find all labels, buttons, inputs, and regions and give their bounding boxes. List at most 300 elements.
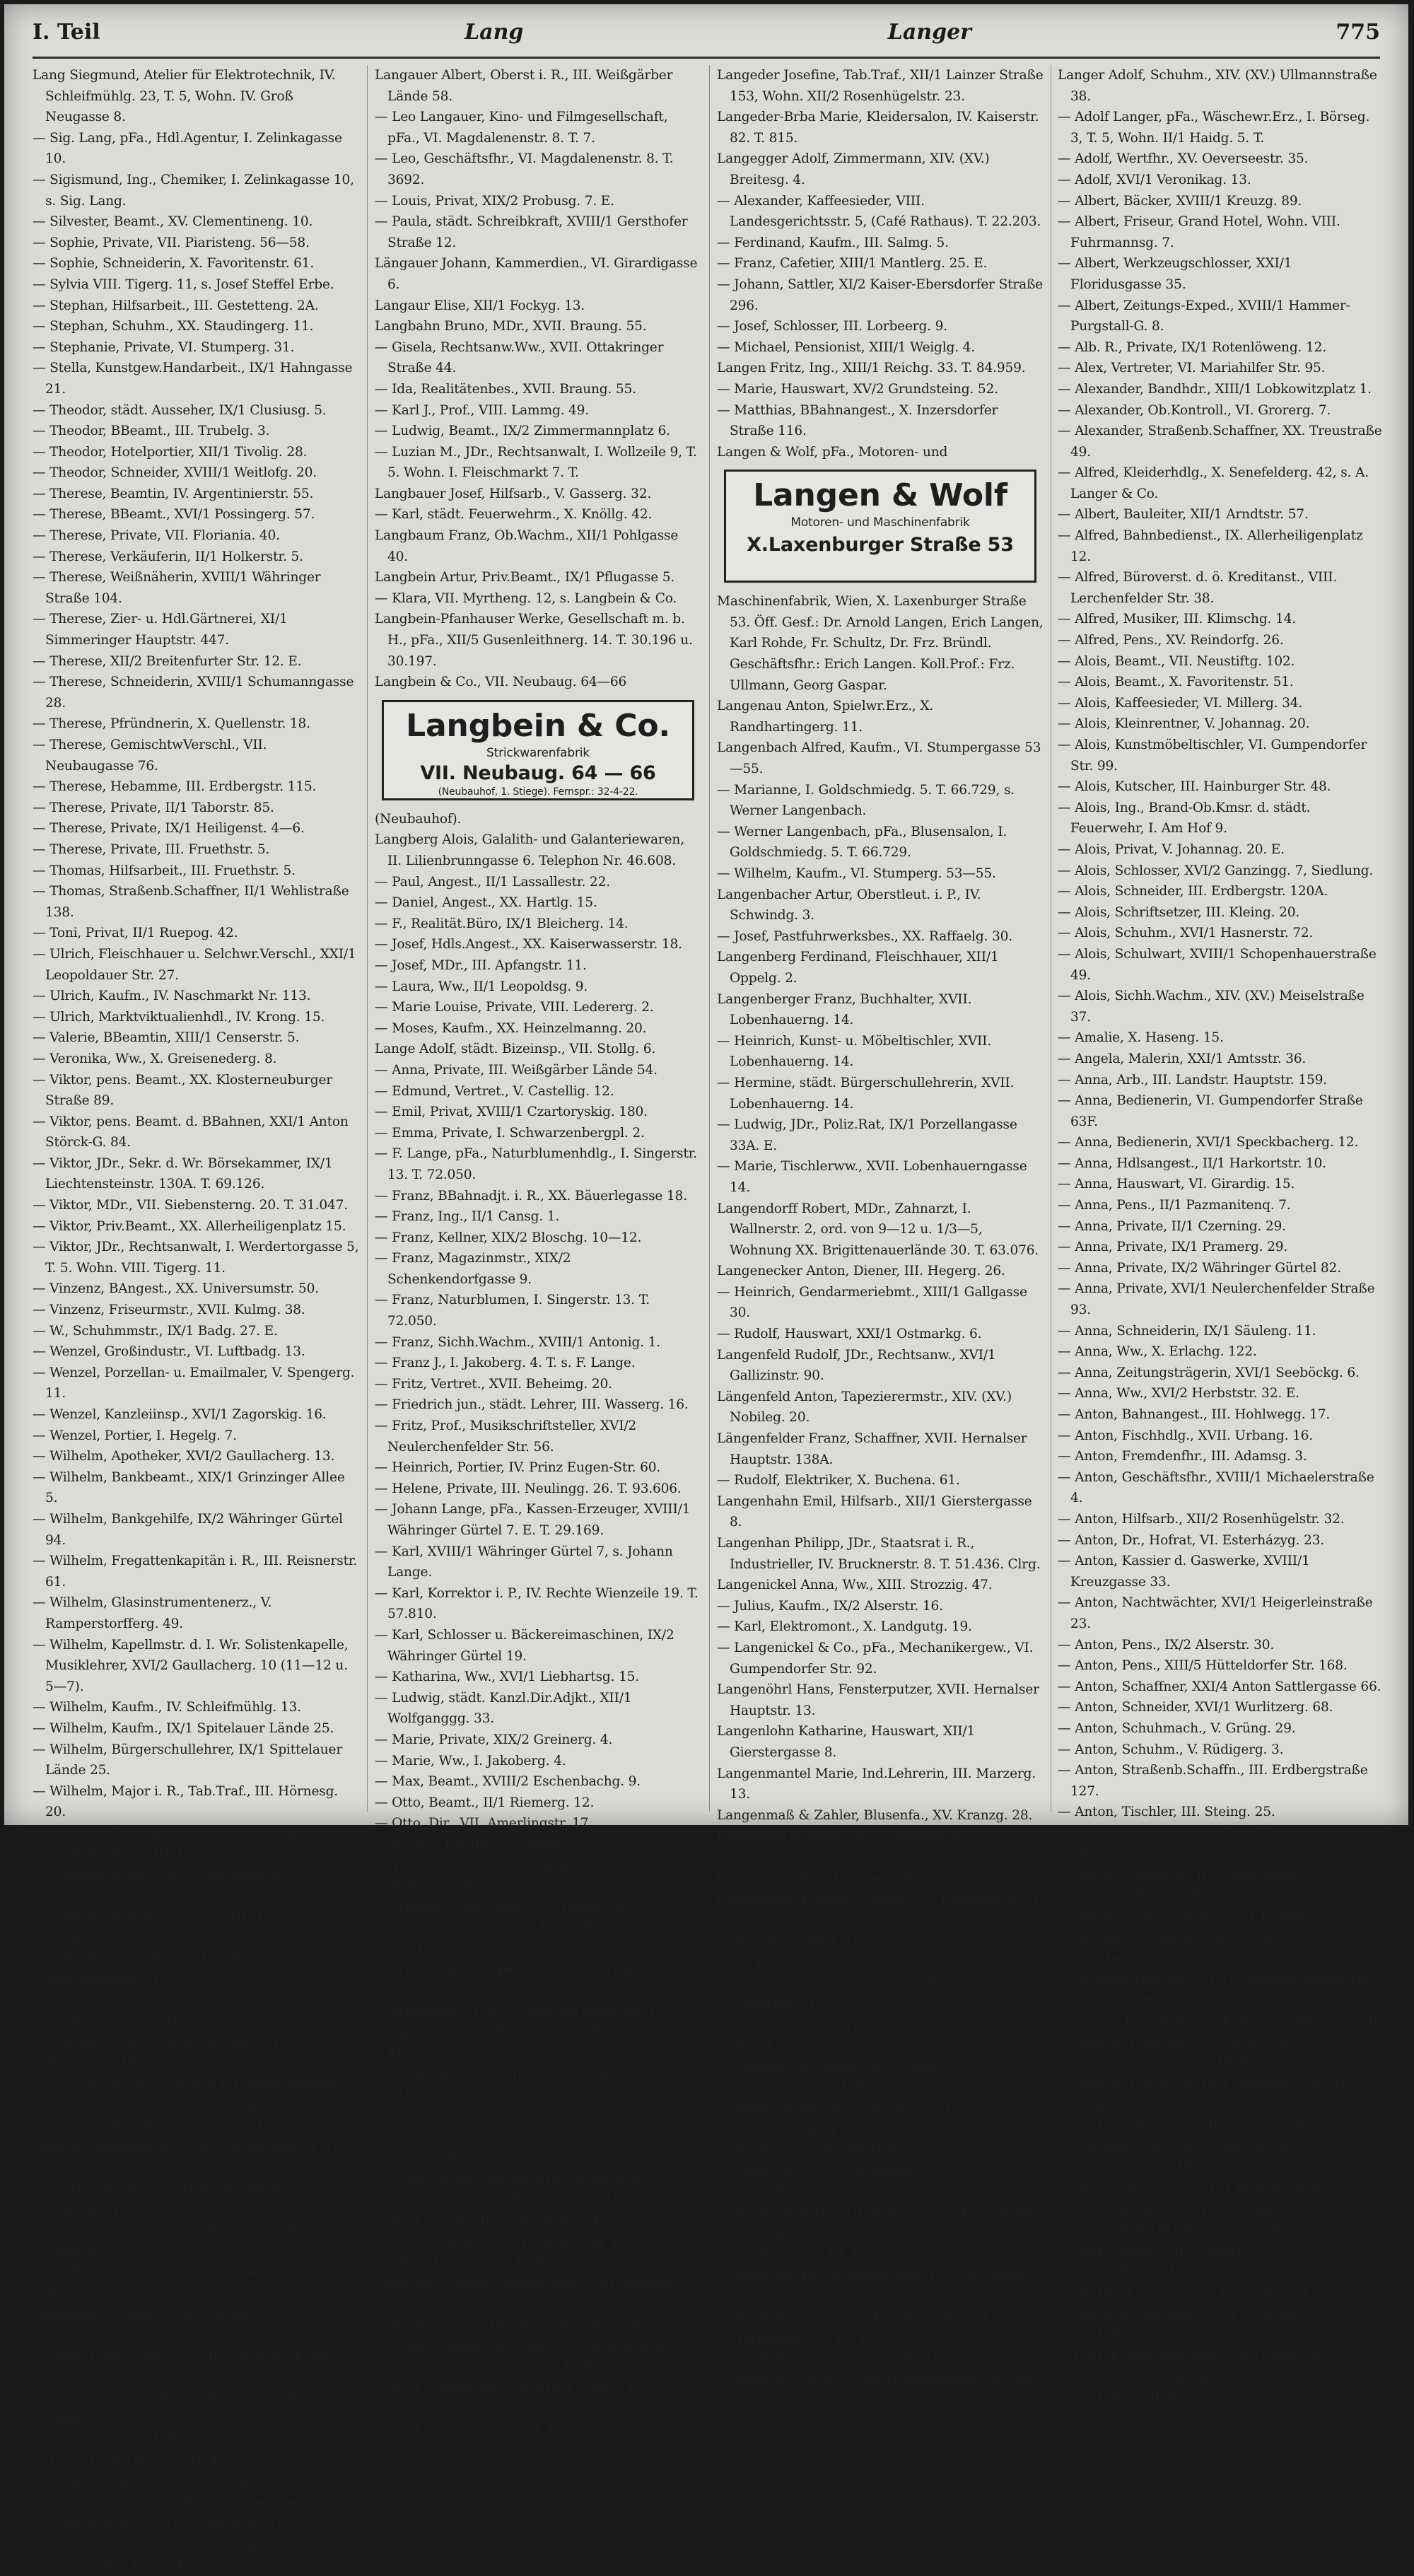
column-2 bbox=[375, 65, 701, 2438]
directory-entry: — E., Rechn.Rat, VII. Neustiftg. 36—36A. bbox=[375, 2318, 646, 2333]
directory-entry: — Albert, Zeitungs-Exped., XVIII/1 Hammer-Purgstall-G. 8. bbox=[1058, 298, 1350, 334]
directory-entry: — Karl, Trafik, III. Kardinal Nagl-Platz 7. bbox=[375, 2213, 643, 2229]
directory-entry: — Johann, Sattler, XI/2 Kaiser-Ebersdorfer Straße 296. bbox=[717, 276, 1043, 313]
directory-entry: — Adolf, Wertfhr., XV. Oeverseestr. 35. bbox=[1058, 151, 1309, 167]
directory-entry: — Alois, Schriftsetzer, III. Kleing. 20. bbox=[1058, 904, 1300, 920]
directory-entry: Langaur Elise, XII/1 Fockyg. 13. bbox=[375, 298, 585, 313]
directory-entry: — Berthold, III. Landstr. Hauptstr. 141. bbox=[1058, 2285, 1314, 2301]
directory-entry: Langeder-Brba Marie, Kleidersalon, IV. Kaiserstr. 82. T. 815. bbox=[717, 110, 1039, 146]
directory-entry: — Helene, Private, III. Neulingg. 26. T. 93.606. bbox=[375, 1481, 682, 1496]
directory-entry: — Johann, Ger.Ob.Offzl., II/1 Ratfaktg. 47. bbox=[375, 2360, 650, 2375]
directory-entry: — Josef, Bank-Ob.Insp., IV. Kennong. 22. bbox=[33, 2453, 297, 2469]
directory-entry: — Wilhelm, Pens., III. Reisnerstr. 61. bbox=[33, 1846, 273, 1862]
directory-entry: — Otto, Beamt., II/1 Riemerg. 12. bbox=[375, 1795, 595, 1810]
directory-entry: — Anna, Arb., III. Landstr. Hauptstr. 159. bbox=[1058, 1072, 1327, 1088]
directory-entry: — Anton, Fremdenfhr., III. Adamsg. 3. bbox=[1058, 1449, 1307, 1464]
directory-entry: Langendorff Robert, MDr., Zahnarzt, I. Wallnerstr. 2, ord. von 9—12 u. 1/3—5, Wohnung XX. Brigittenauerlände 30. T. 63.076. bbox=[717, 1201, 1039, 1258]
directory-entry: Lang-Donath Hedwig, MDr., Assistentin, a. d. Poliklinik, IX/2 Alserstr. 24 (3—4). T. 24.669. bbox=[33, 2181, 335, 2217]
directory-entry: — Alois, Schulwart, XVIII/1 Schopenhauerstraße 49. bbox=[1058, 946, 1377, 983]
directory-entry: — Franz, Cafetier, XIII/1 Mantlerg. 25. E. bbox=[717, 256, 988, 272]
directory-entry: — Veronika, Ww., X. Greisenederg. 8. bbox=[33, 1051, 277, 1066]
directory-entry: — Berta, Ww., II/1 Novarag. 36A. bbox=[1058, 2265, 1275, 2280]
directory-entry: — Wilhelm, Kaufm., IV. Schleifmühlg. 13. bbox=[33, 1700, 301, 1715]
directory-entry: — Franz, Naturblumen, I. Singerstr. 13. T. 72.050. bbox=[375, 1293, 650, 1329]
directory-entry: — Arnold, Vertr., III. Streicherg. 5. Clrg. bbox=[1058, 1993, 1321, 2008]
directory-entry: Lang & Grazenberger, pFa., Buchdruckerei, VI. Schmalzhofg. 39. T. 2300. bbox=[33, 2139, 342, 2176]
directory-entry: — Franz, Hdl.Angest., V. Pilgramg. 15. bbox=[33, 2537, 284, 2553]
directory-entry: — Wenzel, Kanzleiinsp., XVI/1 Zagorskig. 16. bbox=[33, 1407, 327, 1422]
directory-entry: — Theodor, Hotelportier, XII/1 Tivolig. 28. bbox=[33, 444, 308, 460]
directory-entry: — Therese, Beamtin, IV. Argentinierstr. 55. bbox=[33, 486, 314, 501]
directory-entry: — Michael, Pensionist, XIII/1 Weiglg. 4. bbox=[717, 339, 975, 355]
directory-entry: — Ulrich, Kaufm., IV. Naschmarkt Nr. 113. bbox=[33, 989, 311, 1004]
directory-entry: — Adolf, XVI/1 Veronikag. 13. bbox=[1058, 172, 1251, 187]
directory-entry: — Stephan, Schuhm., XX. Staudingerg. 11. bbox=[33, 319, 314, 334]
directory-entry: Langen & Wolf, pFa., Motoren- und bbox=[717, 444, 948, 460]
directory-entry: — F., Realität.Büro, IX/1 Bleicherg. 14. bbox=[375, 916, 629, 931]
directory-entry: — Berta, Beamtin, VIII. Laudong. 7. bbox=[1058, 2202, 1292, 2217]
directory-entry: — Ulrich, Marktviktualienhdl., IV. Krong. 15. bbox=[33, 1009, 325, 1025]
directory-entry: — Louis, Privat, XIX/2 Probusg. 7. E. bbox=[375, 193, 614, 209]
directory-entry: — Anna, Private, II/1 Czerning. 29. bbox=[1058, 1218, 1286, 1234]
directory-entry: — Fritz, Vertret., XVII. Beheimg. 20. bbox=[375, 1376, 612, 1392]
directory-entry: — Anton, Pens., IX/2 Alserstr. 30. bbox=[1058, 1637, 1275, 1653]
section-label: I. Teil bbox=[33, 20, 100, 45]
directory-entry: — Anton, Pens., XIII/5 Hütteldorfer Str. 168. bbox=[1058, 1658, 1348, 1674]
directory-entry: — Ferdinand, Kaufm., III. Salmg. 5. bbox=[717, 235, 949, 250]
directory-entry: — Adolf, Dir., VIII. Fuhrmannsg. 2. bbox=[717, 2163, 944, 2179]
directory-entry: — Langenickel & Co., pFa., Mechanikergew., VI. Gumpendorfer Str. 92. bbox=[717, 1640, 1034, 1677]
directory-entry: — Adele, Pens., VIII. Pfeilg. 53. bbox=[717, 2080, 921, 2095]
directory-entry: — Karl, städt. Lehrer, XII/1 Altmanng. 25. bbox=[375, 2401, 648, 2417]
directory-entry: — Wilhelm, Private, XVII. Seitenbergg. 78. bbox=[33, 1867, 312, 1883]
directory-entry: — Mizi, Hilfsarbtrin., II. Bandg. 12. bbox=[375, 2255, 606, 2271]
directory-entry: — Ulrich, Fleischhauer u. Selchwr.Verschl., XXI/1 Leopoldauer Str. 27. bbox=[33, 946, 356, 983]
directory-entry: — Josef, Schlosser, XIX/1 Iglaseeg. 10. bbox=[375, 2193, 625, 2208]
directory-entry: — Wilhelm, Kaufm., IX/1 Spitelauer Lände 25. bbox=[33, 1720, 334, 1736]
directory-entry: — Laura, Ww., II/1 Leopoldsg. 9. bbox=[375, 979, 588, 994]
directory-entry: — Josef, Metallschleifer, XIII. Linzerberg. 5. bbox=[375, 2172, 661, 2187]
directory-entry: — Klara, VII. Myrtheng. 12, s. Langbein & Co. bbox=[375, 590, 677, 606]
directory-entry: Langenau Anton, Spielwr.Erz., X. Randhartingerg. 11. bbox=[717, 699, 934, 735]
directory-entry: Langauer Albert, Oberst i. R., III. Weißgärber Lände 58. bbox=[375, 68, 673, 104]
directory-entry: — Josef, Pastfuhrwerksbes., XX. Raffaelg. 30. bbox=[717, 928, 1012, 944]
directory-entry: — Valerie, BBeamtin, XIII/1 Censerstr. 5. bbox=[33, 1030, 300, 1046]
directory-entry: — Viktor, JDr., Rechtsanwalt, I. Werdertorgasse 5, T. 5. Wohn. VIII. Tigerg. 11. bbox=[33, 1240, 359, 1276]
directory-entry: — Edmund, Vertret., V. Castellig. 12. bbox=[375, 1083, 614, 1099]
directory-entry: — Wilhelmine, Private, XIX/2 Geigering. 4. bbox=[33, 1993, 312, 2008]
directory-entry: — Vinzenz, Friseurmstr., XVII. Kulmg. 38. bbox=[33, 1302, 305, 1318]
directory-entry: — Franz J., I. Jakoberg. 4. T. s. F. Lange. bbox=[375, 1356, 636, 1371]
directory-entry: — Katharina, Ww., XVI/1 Liebhartsg. 15. bbox=[375, 1669, 639, 1685]
directory-entry: — Hans Gerhard, Straßenb.Beamt., III. Walterg. 3. bbox=[375, 2088, 690, 2124]
directory-entry: — Wilhelm, Glasinstrumentenerz., V. Ramperstorfferg. 49. bbox=[33, 1595, 272, 1631]
directory-entry: — Therese, Ww., XX. Raffaelg. 28. bbox=[375, 1858, 597, 1873]
advertisement-langen-wolf bbox=[724, 470, 1036, 583]
directory-entry: — Johann Lange, pFa., Kassen-Erzeuger, XVIII/1 Währinger Gürtel 7. E. T. 29.169. bbox=[375, 1502, 691, 1538]
directory-entry: — Sophie, Schneiderin, X. Favoritenstr. 61. bbox=[33, 256, 315, 272]
directory-entry: — Anton, Kassier d. Gaswerke, XVIII/1 Kreuzgasse 33. bbox=[1058, 1554, 1310, 1590]
directory-entry: — Heinrich, Gendarmeriebmt., XIII/1 Gallgasse 30. bbox=[717, 1284, 1027, 1321]
directory-entry: — Albert, Bäcker, XVIII/1 Kreuzg. 89. bbox=[1058, 193, 1302, 209]
directory-entry: — Adolf, Fabriksarb., XXI/1 Aufeldstr. 168. bbox=[717, 2184, 995, 2200]
directory-entry: Langenmaß & Zahler, Blusenfa., XV. Kranzg. 28. bbox=[717, 1807, 1033, 1823]
directory-entry: — Karl, Zuckerbäcker, III. Bandg. 36. bbox=[375, 2423, 619, 2438]
directory-entry: — Gisela, Rechtsanw.Ww., XVII. Ottakringer Straße 44. bbox=[375, 339, 664, 376]
directory-entry: — Adolf, Ravonsinsp., XXI/1 Donaufelder Straße 246. bbox=[717, 2372, 1032, 2409]
directory-entry: Langbaum Franz, Ob.Wachm., XII/1 Pohlgasse 40. bbox=[375, 528, 679, 564]
directory-entry: — Stephanie, Private, VI. Stumperg. 31. bbox=[33, 339, 295, 355]
directory-entry: — Anna, Zeitungsträgerin, XVI/1 Seeböckg. 6. bbox=[1058, 1365, 1360, 1380]
directory-entry: — Marie, Hauswart, XV/2 Grundsteing. 52. bbox=[717, 381, 998, 397]
directory-entry: Langenberg Ferdinand, Fleischhauer, XII/1 Oppelg. 2. bbox=[717, 950, 999, 986]
directory-entry: — Antonie, Pfründnerin, XXI/1 Hopfeng. 4. bbox=[1058, 1909, 1338, 1925]
directory-entry: — Marianne, I. Goldschmiedg. 5. T. 66.729, s. Werner Langenbach. bbox=[717, 782, 1015, 819]
page-number: 775 bbox=[1336, 20, 1380, 45]
directory-entry: Langaschek Augustin, Pfarrer in Jedlesee, Religion-Insp., XXI/1 Lorettoplatz 1. bbox=[33, 2495, 308, 2531]
directory-entry: — Albert, Werkzeugschlosser, XXI/1 Floridusgasse 35. bbox=[1058, 256, 1292, 292]
directory-entry: — Wilhelm, Private, VIII. Roter Hof 12. E. T. 28.217. Clrg. bbox=[375, 1921, 662, 1957]
directory-entry: — Alfred, Pens., XV. Reindorfg. 26. bbox=[1058, 633, 1284, 648]
ad-title: Langbein & Co. bbox=[406, 707, 670, 744]
directory-entry: — Luzian M., JDr., Rechtsanwalt, I. Wollzeile 9, T. 5. Wohn. I. Fleischmarkt 7. T. bbox=[375, 444, 697, 481]
directory-entry: Langenecker Anton, Diener, III. Hegerg. 26. bbox=[717, 1264, 1005, 1279]
directory-entry: — Alois, Sichh.Wachm., XIV. (XV.) Meiselstraße 37. bbox=[1058, 989, 1365, 1025]
directory-entry: Langenlohn Katharine, Hauswart, XII/1 Gierstergasse 8. bbox=[717, 1724, 976, 1760]
directory-entry: — Emma, Private, I. Schwarzenbergpl. 2. bbox=[375, 1125, 645, 1141]
column-1 bbox=[33, 65, 359, 2573]
directory-entry: — Stella, Kunstgew.Handarbeit., IX/1 Hahngasse 21. bbox=[33, 361, 353, 397]
directory-entry: — Max, Beamt., XVIII/2 Eschenbachg. 9. bbox=[375, 1774, 641, 1790]
directory-entry: — Anton, Schuhmach., V. Grüng. 29. bbox=[1058, 1720, 1296, 1736]
directory-entry: — Berta, Private, II/1 Nestroy. 8. bbox=[1058, 2244, 1271, 2259]
directory-entry: — Lina, Hauswart, XI/1 Canalettog. 16. bbox=[375, 2234, 632, 2250]
column-divider bbox=[709, 65, 710, 1812]
directory-entry: — Anton, Schuhm., V. Rüdigerg. 3. bbox=[1058, 1742, 1284, 1757]
directory-entry: Langberg Alois, Galalith- und Galanteriewaren, II. Lilienbrunngasse 6. Telephon Nr. 46.608. bbox=[375, 832, 684, 868]
directory-entry: — Viktor, JDr., Sekr. d. Wr. Börsekammer, IX/1 Liechtensteinstr. 130A. T. 69.126. bbox=[33, 1155, 333, 1192]
ad-address: X.Laxenburger Straße 53 bbox=[747, 534, 1014, 556]
directory-entry: — Theodor, BBeamt., III. Trubelg. 3. bbox=[33, 424, 270, 439]
directory-entry: — Therese, Private, II/1 Taborstr. 85. bbox=[33, 800, 274, 815]
directory-entry: — Anna, Hauswart, VI. Girardig. 15. bbox=[1058, 1177, 1295, 1192]
directory-entry: Langer A., Hausbesitzer, XIV. (XV.) Braunhirscheng. 21. E. bbox=[717, 1912, 942, 1949]
directory-entry: — Anna, Private, IX/1 Pramerg. 29. bbox=[1058, 1240, 1288, 1255]
directory-entry: Langbein Artur, Priv.Beamt., IX/1 Pflugasse 5. bbox=[375, 570, 675, 585]
directory-entry: Langbahn Bruno, MDr., XVII. Braung. 55. bbox=[375, 319, 647, 334]
column-4 bbox=[1058, 65, 1384, 2406]
directory-entry: — Anna, Bedienerin, VI. Gumpendorfer Straße 63F. bbox=[1058, 1093, 1363, 1129]
directory-entry: — Bernhard, JDr., III. Karmeliterg. 7. bbox=[1058, 2160, 1300, 2176]
directory-entry: Langenhan Philipp, JDr., Staatsrat i. R., Industrieller, IV. Brucknerstr. 8. T. 51.436. Clrg. bbox=[717, 1536, 1041, 1572]
directory-entry: — Ida, Realitätenbes., XVII. Braung. 55. bbox=[375, 381, 636, 397]
directory-entry: — Bernhard, Reisend., II/1 Rembrandtstr. 9. bbox=[1058, 2181, 1347, 2196]
directory-entry: Langenhahn Emil, Hilfsarb., XII/1 Gierstergasse 8. bbox=[717, 1493, 1032, 1530]
directory-entry: — Anna, Pens., II/1 Pazmanitenq. 7. bbox=[1058, 1198, 1291, 1213]
directory-entry: — Robert, Kaufm., V. Zentag. 7. bbox=[375, 1836, 581, 1852]
directory-entry: Langenberger Franz, Buchhalter, XVII. Lobenhauerng. 14. bbox=[717, 991, 972, 1028]
directory-entry: — Alb. R., Private, IX/1 Rotenlöweng. 12. bbox=[1058, 339, 1326, 355]
directory-entry: — Josef, Schlosser, III. Lorbeerg. 9. bbox=[717, 319, 947, 334]
directory-entry: — Karl, XVIII/1 Währinger Gürtel 7, s. Johann Lange. bbox=[375, 1544, 673, 1580]
directory-entry: — Marie, Private, XIX/2 Greinerg. 4. bbox=[375, 1732, 613, 1747]
directory-entry: — Therese, Private, IX/1 Heiligenst. 4—6. bbox=[33, 821, 305, 837]
directory-entry: — Alfred, Büroverst. d. ö. Kreditanst., VIII. Lerchenfelder Str. 38. bbox=[1058, 570, 1338, 606]
directory-entry: Langenfeld Rudolf, JDr., Rechtsanw., XVI/1 Gallizinstr. 90. bbox=[717, 1347, 996, 1384]
directory-entry: — Anna, Private, IX/2 Währinger Gürtel 82. bbox=[1058, 1260, 1341, 1276]
directory-entry: — Karl, Korrektor i. P., IV. Rechte Wienzeile 19. T. 57.810. bbox=[375, 1585, 699, 1622]
directory-entry: — Wilhelm, Selchwr.Verschl., XIII/1 Glasauergasse 6. bbox=[33, 1909, 264, 1945]
directory-entry: — Alfred, Kleiderhdlg., X. Senefelderg. 42, s. A. Langer & Co. bbox=[1058, 465, 1369, 501]
directory-entry: — Angela, Malerin, XXI/1 Amtsstr. 36. bbox=[1058, 1051, 1307, 1066]
directory-entry: Langeder Josefine, Tab.Traf., XII/1 Lainzer Straße 153, Wohn. XII/2 Rosenhügelstr. 23. bbox=[717, 68, 1044, 104]
directory-entry: — Franz, BBahnadjt. i. R., XX. Bäuerlegasse 18. bbox=[375, 1188, 687, 1204]
directory-entry: Lang Siegmund, Atelier für Elektrotechnik, IV. Schleifmühlg. 23, T. 5, Wohn. IV. Groß Neugasse 8. bbox=[33, 68, 336, 125]
directory-entry: — Alois, Kunstmöbeltischler, VI. Gumpendorfer Str. 99. bbox=[1058, 738, 1367, 774]
directory-entry: — Sigismund, Ing., Chemiker, I. Zelinkagasse 10, s. Sig. Lang. bbox=[33, 172, 354, 209]
directory-entry: — Therese, BBeamt., XVI/1 Possingerg. 57. bbox=[33, 507, 315, 523]
directory-entry: — Berta, Post-Ob.Offzl.Ww., XX. Wallensteinstr. 9. bbox=[1058, 2223, 1384, 2239]
directory-entry: Langenbacher Artur, Oberstleut. i. P., IV. Schwindg. 3. bbox=[717, 887, 981, 923]
directory-entry: — Silvester, Beamt., XV. Clementineng. 10. bbox=[33, 214, 313, 230]
directory-entry: — Karl J., Prof., VIII. Lammg. 49. bbox=[375, 402, 589, 418]
directory-entry: — Anton, Straßenb.Schaffn., III. Erdbergstraße 127. bbox=[1058, 1763, 1368, 1799]
directory-entry: — Toni, Privat, II/1 Ruepog. 42. bbox=[33, 926, 238, 941]
directory-entry: — Armand, Gen.Vertr., IX/1 Grünentorgasse 19A. bbox=[1058, 1972, 1379, 1988]
directory-entry: — August, Private, XVIII/1 Währinger Str. 187. bbox=[1058, 2077, 1362, 2092]
directory-entry: — Wilhelm, JDr., Min.Sekr., VIII. Lammg. 4. bbox=[33, 1825, 317, 1841]
directory-entry: — Willy, Privat, IX/1 Hahng. 6. bbox=[33, 2014, 231, 2029]
directory-entry: — Karl, städt. Feuerwehrm., X. Knöllg. 42. bbox=[375, 507, 653, 523]
directory-entry: — Hermine, städt. Bürgerschullehrerin, XVII. Lobenhauerng. 14. bbox=[717, 1075, 1015, 1112]
ad-subtitle: Motoren- und Maschinenfabrik bbox=[790, 515, 970, 530]
directory-entry: — Wilhelm, Schneider, XX. Wasnerg. 16. bbox=[33, 1888, 297, 1904]
directory-entry: — Heinrich, Portier, IV. Prinz Eugen-Str. 60. bbox=[375, 1460, 661, 1476]
directory-entry: Langenmantel Marie, Ind.Lehrerin, III. Marzerg. 13. bbox=[717, 1766, 1036, 1802]
directory-entry: — Therese, Hebamme, III. Erdbergstr. 115. bbox=[33, 779, 317, 795]
directory-entry: — Viktor, pens. Beamt. d. BBahnen, XXI/1 Anton Störck-G. 84. bbox=[33, 1114, 349, 1150]
directory-entry: — Franz, Sichh.Wachm., XVIII/1 Antonig. 1. bbox=[375, 1334, 661, 1350]
directory-entry: — Franz, Magazinmstr., XIX/2 Schenkendorfgasse 9. bbox=[375, 1251, 571, 1287]
directory-entry: — Therese, Private, VII. Floriania. 40. bbox=[33, 528, 280, 544]
directory-entry: — Alfred, Musiker, III. Klimschg. 14. bbox=[1058, 612, 1296, 627]
directory-entry: — Josef, MDr., III. Apfangstr. 11. bbox=[375, 957, 587, 973]
directory-entry: — Leo Langauer, Kino- und Filmgesellschaft, pFa., VI. Magdalenenstr. 8. T. 7. bbox=[375, 110, 668, 146]
directory-entry: — Therese, Schneiderin, XVIII/1 Schumanngasse 28. bbox=[33, 675, 354, 711]
directory-entry: — Wladimir, Ob.Revid. d. BBahnen, III. Hohlwegg. 10. bbox=[33, 2034, 288, 2071]
directory-entry: — Alois, Schlosser, XVI/2 Ganzingg. 7, Siedlung. bbox=[1058, 863, 1374, 878]
directory-entry: — Franz, Kellner, XIX/2 Bloschg. 10—12. bbox=[375, 1230, 642, 1245]
directory-entry: — Josef, Hdls.Angest., XX. Kaiserwasserstr. 18. bbox=[375, 937, 682, 952]
directory-entry: — Wenzel, Großindustr., VI. Luftbadg. 13. bbox=[33, 1344, 305, 1360]
directory-entry: — Berthold, Buchhalt., IX/1 D'Orsayg. 9. bbox=[1058, 2307, 1322, 2322]
directory-entry: — Ludwig, städt. Kanzl.Dir.Adjkt., XII/1 Wolfganggg. 33. bbox=[375, 1690, 632, 1727]
directory-entry: — Paul, Angest., II/1 Lassallestr. 22. bbox=[375, 874, 610, 890]
ad-footer: (Neubauhof, 1. Stiege). Fernspr.: 32-4-22. bbox=[438, 786, 638, 798]
directory-entry: Langenbach Alfred, Kaufm., VI. Stumpergasse 53—55. bbox=[717, 740, 1041, 777]
directory-entry: — Albert, Friseur, Grand Hotel, Wohn. VIII. Fuhrmannsg. 7. bbox=[1058, 214, 1340, 250]
directory-entry: — Alexander, Ob.Kontroll., VI. Grorerg. 7. bbox=[1058, 402, 1331, 418]
directory-entry: — Carl, Beamter, V. Blechturmg. 33. bbox=[1058, 2328, 1295, 2343]
directory-entry: Langenstein Eduard, Musiker, VI. Liniengasse 21. bbox=[717, 1892, 1044, 1907]
directory-entry: Langen Fritz, Ing., XIII/1 Reichg. 33. T. 84.959. bbox=[717, 361, 1026, 376]
directory-entry: — Wilhelmine, Priv., V. Schönbrunner Str. 60. bbox=[375, 2004, 671, 2020]
directory-entry: Lange Adolf, städt. Bizeinsp., VII. Stollg. 6. bbox=[375, 1042, 656, 1057]
directory-entry: — Adolf Langer, pFa., Wäschewr.Erz., I. Börseg. 3, T. 5, Wohn. II/1 Haidg. 5. T. bbox=[1058, 110, 1370, 146]
directory-entry: (Neubauhof). bbox=[375, 811, 462, 827]
directory-entry: — Anna, Ww., X. Erlachg. 122. bbox=[1058, 1344, 1257, 1360]
directory-entry: — Karl, Prof. i. P., VII. Kaiserstr. 5. bbox=[33, 2558, 257, 2573]
directory-entry: — Carl, Ing., III. Reisnerstr. 7. bbox=[1058, 2390, 1255, 2406]
directory-entry: — Wenzel, Portier, I. Hegelg. 7. bbox=[33, 1428, 237, 1443]
directory-entry: — Thomas, Hilfsarbeit., III. Fruethstr. 5. bbox=[33, 863, 296, 878]
directory-entry: — Therese, Weißnäherin, XVIII/1 Währinger Straße 104. bbox=[33, 570, 321, 606]
directory-entry: — Therese, Private, III. Fruethstr. 5. bbox=[33, 841, 270, 857]
directory-entry: — August, Priv.Beamt., II/1 Flurschützstr. 7. bbox=[1058, 2056, 1345, 2071]
directory-entry: Langenickel Anna, Ww., XIII. Strozzig. 47. bbox=[717, 1578, 993, 1593]
directory-entry: Langenöhrl Hans, Fensterputzer, XVII. Hernalser Hauptstr. 13. bbox=[717, 1682, 1039, 1718]
directory-entry: — Karl, Elektromont., X. Landgutg. 19. bbox=[717, 1619, 972, 1635]
directory-entry: — Adolf, Drechsler, XVI/1 Kirchstetterngasse 17. bbox=[717, 2143, 1036, 2158]
directory-entry: — Ludwig, Beamt., IX/2 Zimmermannplatz 6. bbox=[375, 424, 670, 439]
directory-entry: — Wilhelm, Bankgehilfe, IX/2 Währinger Gürtel 94. bbox=[33, 1511, 343, 1548]
directory-entry: — Rudolf, Elektriker, X. Buchena. 61. bbox=[717, 1473, 960, 1488]
directory-entry: — Anna, Schneiderin, IX/1 Säuleng. 11. bbox=[1058, 1323, 1316, 1339]
directory-entry: Langegger Adolf, Zimmermann, XIV. (XV.) Breitesg. 4. bbox=[717, 151, 990, 187]
directory-entry: Lang-Jovanović J., Schiffahrts-Vertret., IV. Johann Straußg. 6. bbox=[33, 2223, 352, 2259]
directory-entry: Langenscheidt 2, Private, V. Diehlg. 2A. bbox=[717, 1870, 976, 1886]
directory-entry: — W., Schuhmmstr., IX/1 Badg. 27. E. bbox=[33, 1323, 278, 1339]
directory-entry: Langecker Franz, Bauwerkführ., III. Klimschgasse 3. bbox=[375, 2025, 610, 2061]
column-divider bbox=[367, 65, 368, 1812]
directory-entry: — Anton, Hilfsarb., XII/2 Rosenhügelstr. 32. bbox=[1058, 1511, 1345, 1527]
directory-entry: — Franz, Vertret., I. Weihburgg. 14. bbox=[33, 2432, 267, 2448]
directory-entry: — Stephan, Hilfsarbeit., III. Gestetteng. 2A. bbox=[33, 298, 319, 313]
directory-entry: — Anton, Schaffner, XXI/4 Anton Sattlergasse 66. bbox=[1058, 1679, 1381, 1694]
ad-title: Langen & Wolf bbox=[753, 477, 1007, 514]
directory-entry: — Wilhelm, Bankbeamt., XIX/1 Grinzinger Allee 5. bbox=[33, 1469, 345, 1506]
directory-entry: Lang-Puchhof sen. Karl, Dir., IV. Wiedner Gürtel 42. bbox=[33, 2265, 346, 2301]
directory-entry: — Marie, Tischlerww., XVII. Lobenhauerngasse 14. bbox=[717, 1159, 1027, 1195]
directory-entry: — August, Schlosser, XXI/1 Brünner Str. 132. bbox=[1058, 2097, 1353, 2113]
directory-entry: — Anton, Schneider, XVI/1 Wurlitzerg. 68. bbox=[1058, 1700, 1333, 1715]
directory-entry: — Rosa, Schneiderin, XX. Spergg. 2. bbox=[33, 2474, 271, 2490]
directory-entry: — Alois, Kleinrentner, V. Johannag. 20. bbox=[1058, 716, 1310, 732]
ad-address: VII. Neubaug. 64 — 66 bbox=[420, 762, 656, 784]
directory-entry: — Vinzenz, BAngest., XX. Universumstr. 50. bbox=[33, 1281, 319, 1297]
directory-entry: — Wilhelm, Kaufm., VI. Stumperg. 53—55. bbox=[717, 866, 996, 881]
header-keyword-left: Lang bbox=[464, 20, 524, 45]
directory-page bbox=[4, 4, 1408, 2573]
directory-entry: — Moses, Kaufm., XX. Heinzelmanng. 20. bbox=[375, 1020, 647, 1036]
directory-entry: — Arthur, Ing., Vertr., IV. Kettenbrückengasse 20. bbox=[1058, 2014, 1381, 2029]
directory-entry: — Karl, Schlosser u. Bäckereimaschinen, IX/2 Währinger Gürtel 19. bbox=[375, 1627, 674, 1664]
directory-entry: — Otto, Dir., VII. Amerlingstr. 17. bbox=[375, 1816, 593, 1831]
directory-entry: — Theodor, Schneider, XVIII/1 Weitlofg. 20. bbox=[33, 465, 317, 481]
directory-entry: — Anna, Bedienerin, XVI/1 Speckbacherg. 12. bbox=[1058, 1135, 1359, 1150]
directory-entry: Langbauer Josef, Hilfsarb., V. Gasserg. 32. bbox=[375, 486, 652, 501]
directory-entry: — Anna, Hdlsangest., II/1 Harkortstr. 10. bbox=[1058, 1155, 1326, 1171]
ad-subtitle: Strickwarenfabrik bbox=[486, 745, 590, 760]
directory-entry: — Therese, Pfründnerin, X. Quellenstr. 18. bbox=[33, 716, 310, 732]
directory-entry: — Anna, Private, III. Weißgärber Lände 54. bbox=[375, 1062, 658, 1078]
directory-entry: — Fritz, Prof., Musikschriftsteller, XVI/2 Neulerchenfelder Str. 56. bbox=[375, 1418, 637, 1455]
directory-entry: — Adolf, Dachdeckergeh., XIV. (XV.) Braunhirscheng. 21. E. bbox=[717, 2101, 950, 2137]
directory-entry: — Werner Langenbach, pFa., Blusensalon, I. Goldschmiedg. 5. T. 66.729. bbox=[717, 824, 1007, 861]
directory-entry: — Wilhelm, Kapellmstr. d. I. Wr. Solistenkapelle, Musiklehrer, XVI/2 Gaullacherg. 10 (11—12 u. 5—7). bbox=[33, 1637, 349, 1694]
directory-entry: — Therese, GemischtwVerschl., VII. Neubaugasse 76. bbox=[33, 738, 267, 774]
directory-entry: — Hans Gerhard, Straßenb.Bizeinsp., III. Erdbergstr. 23. bbox=[375, 2130, 644, 2166]
directory-entry: — Wilhelm jun., Tapezierer, VII. Piaristengasse 50. bbox=[375, 1962, 682, 1999]
directory-entry: — Viktor, MDr., VII. Siebensterng. 20. T. 31.047. bbox=[33, 1198, 348, 1213]
directory-entry: — Adolf, Gerber, III. Kübeckg. 12. bbox=[717, 2247, 937, 2263]
directory-entry: — A., Kaufm., IX/1 Grünentorg. 19A. bbox=[717, 1954, 956, 1969]
directory-entry: — Anton, Ob.Werkmstr., XIV. (XV.) Hollergasse 46. bbox=[1058, 1825, 1361, 1862]
directory-entry: Langbein & Co., VII. Neubaug. 64—66 bbox=[375, 675, 627, 690]
directory-entry: — Antonie, Inhaberin, elektr. Wäscherolle, X. Arikaberplatz 1. bbox=[1058, 1930, 1352, 1966]
directory-entry: — Lang & Co., pFa., en gros I. Elisabethstraße 22, T. 5358, Büro VI. Fillgraderg. 15, T. 5355, en détail VIII. Alserstr. 53. T. 28.115. bbox=[33, 2077, 342, 2134]
directory-entry: Langasch C., Chauffeur, V. Reinprechtsdorfer Straße 2. bbox=[33, 2390, 329, 2427]
directory-entry: — Barbara, Hauswart, II/1 Schüttelstr. 9. bbox=[1058, 2119, 1326, 2134]
directory-entry: — Theodor, städt. Ausseher, IX/1 Clusiusg. 5. bbox=[33, 402, 327, 418]
directory-entry: — Franz, Hilfsarb., XII/1 Kridlbaumg. 30. bbox=[375, 2067, 645, 2082]
directory-entry: — Adalbert, Reisender, II/1 Malzg. 15. bbox=[717, 2058, 967, 2074]
directory-entry: — Sig. Lang, pFa., Hdl.Agentur, I. Zelinkagasse 10. bbox=[33, 130, 342, 167]
directory-entry: — Karl, Bankbeamt i. P., XIII/1 Gurkg. 15. bbox=[375, 2381, 647, 2396]
directory-entry: — Rudolf, Hauswart, XXI/1 Ostmarkg. 6. bbox=[717, 1327, 982, 1342]
directory-entry: Längenfeld Anton, Tapezierermstr., XIV. (XV.) Nobileg. 20. bbox=[717, 1389, 1012, 1426]
directory-entry: — Alois, Schneider, III. Erdbergstr. 120A. bbox=[1058, 884, 1328, 899]
page-header bbox=[33, 20, 1380, 55]
header-keyword-right: Langer bbox=[887, 20, 971, 45]
directory-entry: Langer Adolf, Schuhm., XIV. (XV.) Ullmannstraße 38. bbox=[1058, 68, 1377, 104]
directory-entry: — Adolf, Hafwirt, XVII. Rokitanskyg. 45, s. Weber & Comp. bbox=[717, 2205, 1041, 2242]
directory-entry: — Adolf, Parfümerie- u. Kammwrhdlg., VI. Mariahilfer Str. 49. T. 6958. bbox=[717, 2309, 993, 2346]
directory-entry: — Wilhelm, Apotheker, XVI/2 Gaullacherg. 13. bbox=[33, 1449, 335, 1464]
directory-entry: — Adolf, Kaufm., X. Keplerplatz 13, s. A. Langer & Co. bbox=[717, 2268, 1031, 2304]
directory-entry: — Alois, Kutscher, III. Hainburger Str. 48. bbox=[1058, 779, 1331, 795]
directory-entry: — Anton, Tischler, III. Steing. 25. bbox=[1058, 1805, 1275, 1820]
directory-entry: — Marie Louise, Private, VIII. Ledererg. 2. bbox=[375, 1000, 654, 1015]
directory-entry: — Marie, Ww., I. Jakoberg. 4. bbox=[375, 1753, 566, 1768]
directory-entry: — Anton, Nachtwächter, XVI/1 Heigerleinstraße 23. bbox=[1058, 1595, 1373, 1631]
directory-entry: Langbein-Pfanhauser Werke, Gesellschaft m. b. H., pFa., XII/5 Gusenleithnerg. 14. T. 30.196 u. 30.197. bbox=[375, 612, 693, 669]
directory-entry: — Amalie, X. Haseng. 15. bbox=[1058, 1030, 1224, 1046]
directory-entry: — F. Lange, pFa., Naturblumenhdlg., I. Singerstr. 13. T. 72.050. bbox=[375, 1146, 697, 1182]
directory-entry: — Alex, Vertreter, VI. Mariahilfer Str. 95. bbox=[1058, 361, 1326, 376]
directory-entry: — Anton, Bahnangest., III. Hohlwegg. 17. bbox=[1058, 1407, 1331, 1422]
directory-entry: — Anton, Fischhdlg., XVII. Urbang. 16. bbox=[1058, 1428, 1313, 1443]
directory-entry: — Alois, Kaffeesieder, VI. Millerg. 34. bbox=[1058, 695, 1303, 711]
directory-entry: — Alexander, Straßenb.Schaffner, XX. Treustraße 49. bbox=[1058, 424, 1382, 460]
directory-entry: — Anna, Private, XVI/1 Neulerchenfelder Straße 93. bbox=[1058, 1281, 1375, 1318]
directory-entry: — Barbara, Ww., XXI/1 Jedlesee Str. 55. E. bbox=[1058, 2139, 1335, 2155]
directory-entry: — Viktor, pens. Beamt., XX. Klosterneuburger Straße 89. bbox=[33, 1072, 332, 1109]
directory-entry: — Matthias, BBahnangest., X. Inzersdorfer Straße 116. bbox=[717, 402, 998, 439]
directory-columns bbox=[33, 65, 1384, 2573]
directory-entry: — Alexander, Bandhdr., XIII/1 Lobkowitzplatz 1. bbox=[1058, 381, 1372, 397]
directory-entry: — Wilhelmine, Näherin, XIV. (XV.) Henriettenplatz 1. bbox=[33, 1951, 253, 1988]
directory-entry: — Therese, Verkäuferin, II/1 Holkerstr. 5. bbox=[33, 549, 303, 564]
directory-entry: — Alois, Beamt., VII. Neustiftg. 102. bbox=[1058, 653, 1295, 669]
directory-entry: — Therese, XII/2 Breitenfurter Str. 12. E. bbox=[33, 653, 302, 669]
directory-entry: — Friedrich jun., städt. Lehrer, III. Wasserg. 16. bbox=[375, 1397, 689, 1413]
directory-entry: — Thomas, Straßenb.Schaffner, II/1 Wehlistraße 138. bbox=[33, 884, 349, 920]
directory-entry: — Wilhelm, Tapezierer, VIII. Bandg. 36. bbox=[375, 1899, 633, 1915]
directory-entry: — Wilhelm, Ofensetzer, X. Laaer Str. 157. bbox=[375, 1879, 646, 1894]
directory-entry: — Viktor, Priv.Beamt., XX. Allerheiligenplatz 15. bbox=[33, 1218, 346, 1234]
directory-entry: — Abraham, Zimmermaler, XX. Klosterneuburger Str. 34. bbox=[717, 2017, 1041, 2053]
